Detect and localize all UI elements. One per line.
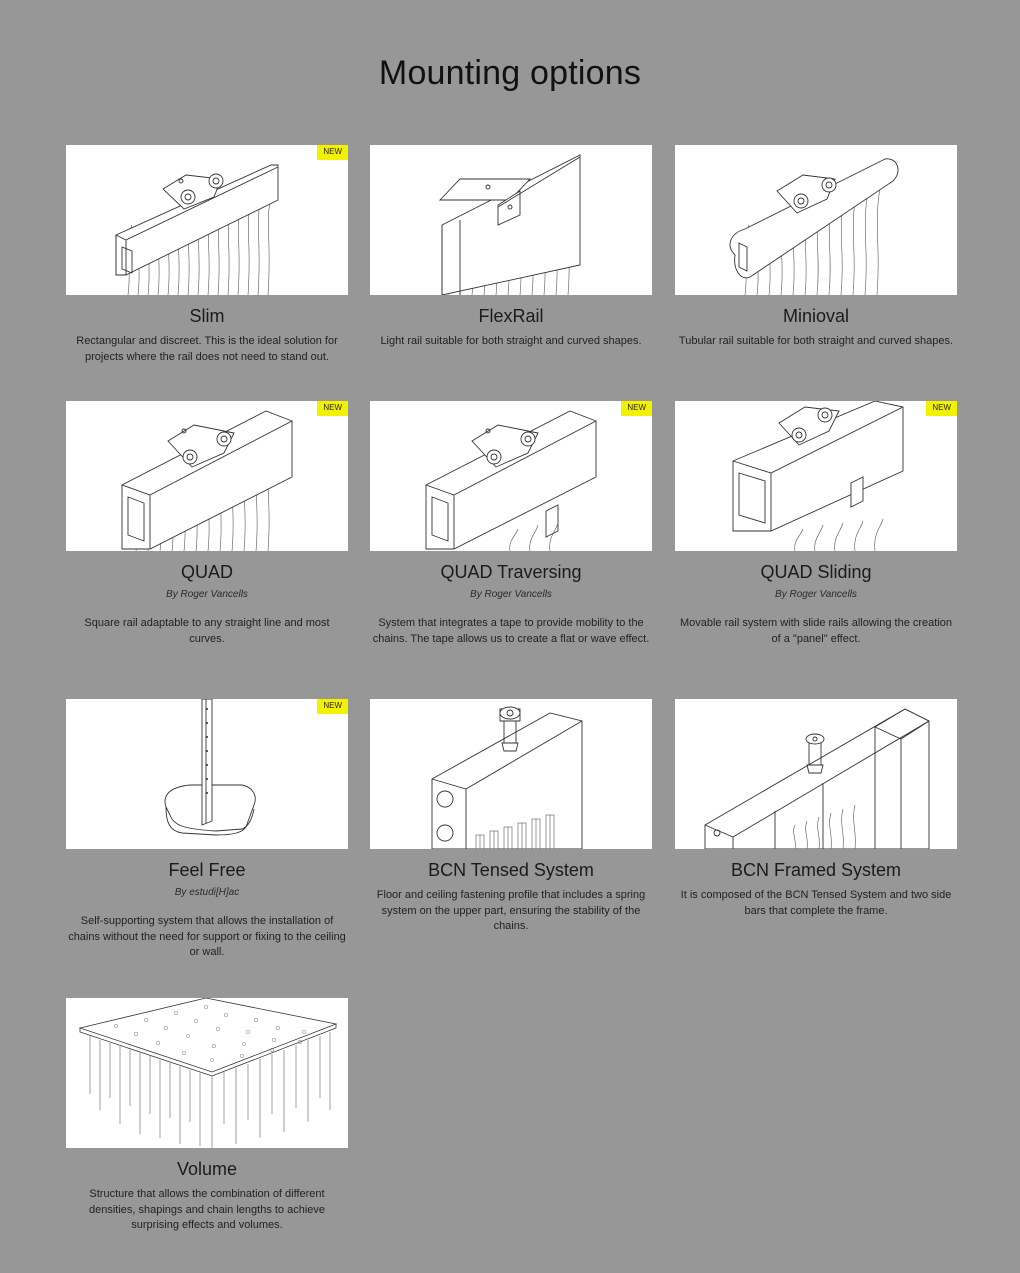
option-image-bcn-framed[interactable] — [675, 699, 957, 849]
option-author: By Roger Vancells — [166, 589, 248, 600]
option-author: By Roger Vancells — [775, 589, 857, 600]
option-description: Square rail adaptable to any straight line and most curves. — [84, 617, 330, 645]
option-image-feel-free[interactable] — [66, 699, 348, 849]
option-description: System that integrates a tape to provide mobility to the chains. The tape allows us to create a flat or wave effect. — [372, 617, 650, 645]
option-image-quad[interactable] — [66, 401, 348, 551]
option-description: Rectangular and discreet. This is the ideal solution for projects where the rail does not need to stand out. — [76, 335, 338, 363]
option-card-bcn-tensed[interactable] — [370, 699, 652, 935]
option-card-quad-traversing[interactable] — [370, 401, 652, 647]
option-title[interactable]: Slim — [189, 306, 225, 326]
option-description: Floor and ceiling fastening profile that includes a spring system on the upper part, ensuring the stability of the chains. — [376, 889, 646, 932]
option-description: Structure that allows the combination of different densities, shapings and chain lengths to achieve surprising effects and volumes. — [88, 1188, 326, 1231]
option-author: By estudi[H]ac — [174, 887, 240, 898]
option-card-flexrail[interactable] — [370, 145, 652, 350]
option-author: By Roger Vancells — [470, 589, 552, 600]
new-badge: NEW — [926, 401, 957, 416]
new-badge: NEW — [317, 401, 348, 416]
option-title[interactable]: QUAD Sliding — [760, 562, 872, 582]
option-title[interactable]: FlexRail — [478, 306, 544, 326]
option-card-quad[interactable] — [66, 401, 348, 647]
option-title[interactable]: Volume — [176, 1159, 238, 1179]
option-title[interactable]: QUAD — [180, 562, 233, 582]
option-description: Self-supporting system that allows the installation of chains without the need for support or fixing to the ceiling or wall. — [68, 915, 346, 958]
option-card-volume[interactable] — [66, 998, 348, 1234]
option-image-minioval[interactable] — [675, 145, 957, 295]
option-title[interactable]: Feel Free — [168, 860, 246, 880]
option-card-feel-free[interactable] — [66, 699, 348, 961]
option-title[interactable]: QUAD Traversing — [440, 562, 582, 582]
option-image-volume[interactable] — [66, 998, 348, 1148]
option-image-quad-sliding[interactable] — [675, 401, 957, 551]
page-title: Mounting options — [378, 54, 642, 92]
option-card-quad-sliding[interactable] — [675, 401, 957, 647]
option-card-minioval[interactable] — [675, 145, 957, 350]
option-description: Tubular rail suitable for both straight and curved shapes. — [678, 335, 954, 347]
option-image-flexrail[interactable] — [370, 145, 652, 295]
option-image-quad-traversing[interactable] — [370, 401, 652, 551]
new-badge: NEW — [621, 401, 652, 416]
option-title[interactable]: Minioval — [782, 306, 850, 326]
option-image-slim[interactable] — [66, 145, 348, 295]
option-description: Movable rail system with slide rails allowing the creation of a "panel" effect. — [679, 617, 953, 645]
option-image-bcn-tensed[interactable] — [370, 699, 652, 849]
option-card-bcn-framed[interactable] — [675, 699, 957, 919]
option-title[interactable]: BCN Tensed System — [428, 860, 594, 880]
option-card-slim[interactable] — [66, 145, 348, 365]
option-description: Light rail suitable for both straight and curved shapes. — [380, 335, 642, 347]
option-description: It is composed of the BCN Tensed System and two side bars that complete the frame. — [680, 889, 952, 917]
option-title[interactable]: BCN Framed System — [730, 860, 902, 880]
new-badge: NEW — [317, 145, 348, 160]
new-badge: NEW — [317, 699, 348, 714]
